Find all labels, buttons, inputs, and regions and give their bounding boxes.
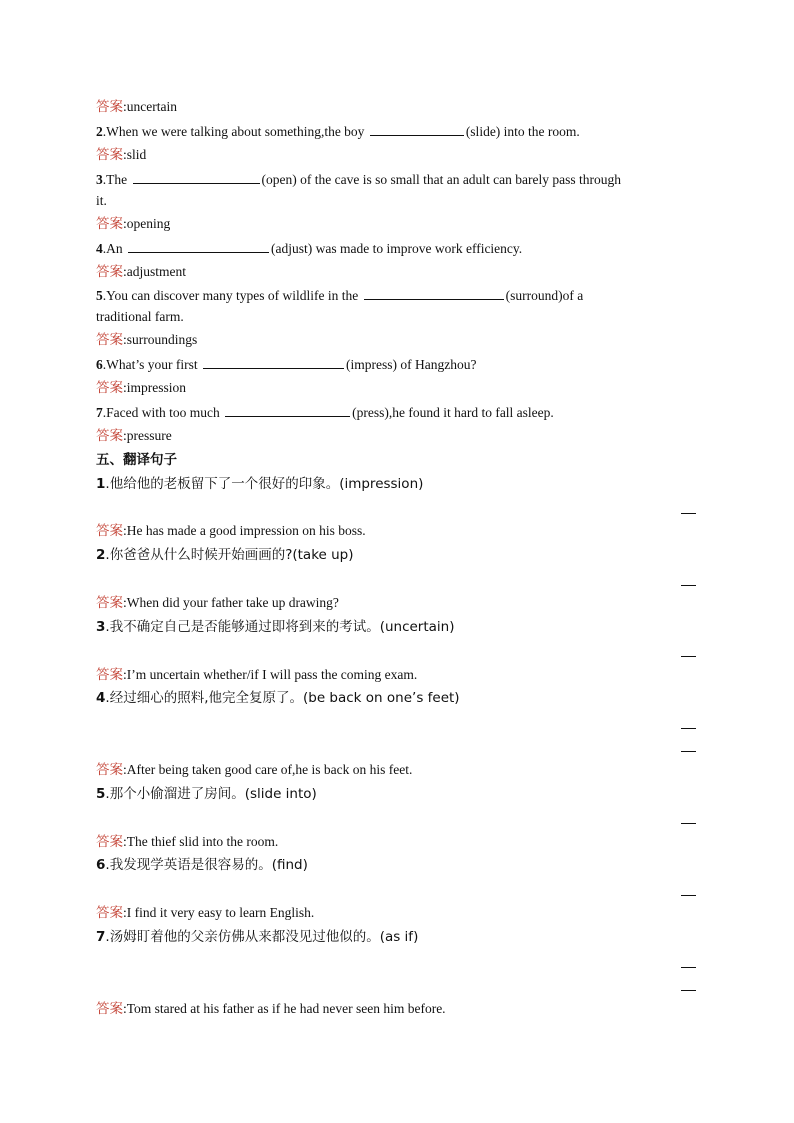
- question-text-after: (slide) into the room.: [465, 124, 580, 139]
- fill-in-question: [96, 122, 580, 141]
- answer-text: :When did your father take up drawing?: [123, 595, 339, 610]
- answer-blank: [370, 122, 464, 136]
- answer-label: 答案: [96, 762, 123, 778]
- question-number: 5: [96, 288, 103, 303]
- translation-question: [96, 689, 460, 707]
- answer-blank-line: [681, 513, 696, 514]
- answer-line: [96, 1000, 446, 1018]
- answer-line: [96, 331, 197, 349]
- answer-text: :Tom stared at his father as if he had never seen him before.: [123, 1001, 446, 1016]
- question-number: 7: [96, 405, 103, 420]
- question-text-after: (adjust) was made to improve work efficiency.: [271, 241, 523, 256]
- fill-in-question: [96, 286, 583, 305]
- translation-question: [96, 546, 354, 564]
- question-text-after: (open) of the cave is so small that an adult can barely pass through: [261, 172, 622, 187]
- question-number: 5: [96, 786, 106, 802]
- question-number: 7: [96, 929, 106, 945]
- answer-text: :uncertain: [123, 99, 177, 114]
- question-text-before: .The: [102, 172, 131, 187]
- answer-blank-line: [681, 967, 696, 968]
- question-number: 6: [96, 357, 103, 372]
- answer-label: 答案: [96, 147, 123, 163]
- answer-label: 答案: [96, 905, 123, 921]
- answer-text: :After being taken good care of,he is back on his feet.: [123, 762, 413, 777]
- fill-in-question: [96, 403, 554, 422]
- question-text-before: .You can discover many types of wildlife in the: [102, 288, 362, 303]
- question-text-after: (press),he found it hard to fall asleep.: [352, 405, 554, 420]
- answer-label: 答案: [96, 595, 123, 611]
- answer-text: :impression: [123, 380, 186, 395]
- answer-text: :He has made a good impression on his boss.: [123, 523, 366, 538]
- translation-question: [96, 785, 317, 803]
- translation-question: [96, 618, 455, 636]
- answer-blank-line: [681, 895, 696, 896]
- question-text: .他给他的老板留下了一个很好的印象。(impression): [105, 476, 424, 492]
- answer-label: 答案: [96, 264, 123, 280]
- answer-blank: [364, 286, 504, 300]
- question-text-before: .What’s your first: [102, 357, 201, 372]
- fill-in-question: [96, 239, 522, 258]
- answer-blank-line: [681, 656, 696, 657]
- question-text-after: (impress) of Hangzhou?: [345, 357, 477, 372]
- answer-label: 答案: [96, 99, 123, 115]
- question-continuation: it.: [96, 193, 107, 208]
- answer-text: :I’m uncertain whether/if I will pass the coming exam.: [123, 667, 418, 682]
- question-text: .那个小偷溜进了房间。(slide into): [105, 786, 317, 802]
- answer-blank-line: [681, 823, 696, 824]
- question-number: 4: [96, 241, 103, 256]
- answer-line: [96, 379, 186, 397]
- question-text: .你爸爸从什么时候开始画画的?(take up): [105, 547, 354, 563]
- question-number: 1: [96, 476, 106, 492]
- answer-line: [96, 761, 412, 779]
- answer-text: :surroundings: [123, 332, 198, 347]
- answer-line: [96, 594, 339, 612]
- answer-blank-line: [681, 728, 696, 729]
- section-heading: 五、翻译句子: [96, 452, 177, 468]
- answer-blank: [128, 239, 269, 253]
- answer-text: :slid: [123, 147, 147, 162]
- answer-line: [96, 666, 417, 684]
- answer-blank-line: [681, 585, 696, 586]
- question-text-before: .When we were talking about something,the boy: [102, 124, 368, 139]
- answer-text: :adjustment: [123, 264, 186, 279]
- answer-text: :I find it very easy to learn English.: [123, 905, 315, 920]
- question-number: 2: [96, 124, 103, 139]
- answer-blank-line: [681, 990, 696, 991]
- answer-text: :opening: [123, 216, 171, 231]
- fill-in-question: [96, 355, 476, 374]
- answer-line: [96, 522, 366, 540]
- question-text: .我不确定自己是否能够通过即将到来的考试。(uncertain): [105, 619, 455, 635]
- translation-question: [96, 928, 418, 946]
- answer-label: 答案: [96, 428, 123, 444]
- question-text-before: .Faced with too much: [102, 405, 224, 420]
- answer-blank: [133, 170, 260, 184]
- question-number: 3: [96, 619, 106, 635]
- translation-question: [96, 475, 423, 493]
- translation-question: [96, 856, 308, 874]
- answer-line: [96, 98, 177, 116]
- answer-label: 答案: [96, 380, 123, 396]
- answer-label: 答案: [96, 834, 123, 850]
- question-continuation: traditional farm.: [96, 309, 184, 324]
- answer-blank-line: [681, 751, 696, 752]
- answer-text: :The thief slid into the room.: [123, 834, 279, 849]
- answer-line: [96, 146, 146, 164]
- question-number: 4: [96, 690, 106, 706]
- answer-label: 答案: [96, 1001, 123, 1017]
- question-number: 3: [96, 172, 103, 187]
- question-text: .我发现学英语是很容易的。(find): [105, 857, 308, 873]
- answer-line: [96, 215, 170, 233]
- answer-text: :pressure: [123, 428, 172, 443]
- question-text-after: (surround)of a: [505, 288, 584, 303]
- answer-label: 答案: [96, 667, 123, 683]
- answer-label: 答案: [96, 523, 123, 539]
- answer-line: [96, 263, 186, 281]
- answer-line: [96, 904, 314, 922]
- question-number: 2: [96, 547, 106, 563]
- question-text-before: .An: [102, 241, 126, 256]
- answer-label: 答案: [96, 332, 123, 348]
- answer-line: [96, 833, 278, 851]
- question-text: .经过细心的照料,他完全复原了。(be back on one’s feet): [105, 690, 460, 706]
- answer-blank: [203, 355, 344, 369]
- answer-blank: [225, 403, 350, 417]
- question-number: 6: [96, 857, 106, 873]
- answer-line: [96, 427, 172, 445]
- answer-label: 答案: [96, 216, 123, 232]
- fill-in-question: [96, 170, 621, 189]
- question-text: .汤姆盯着他的父亲仿佛从来都没见过他似的。(as if): [105, 929, 419, 945]
